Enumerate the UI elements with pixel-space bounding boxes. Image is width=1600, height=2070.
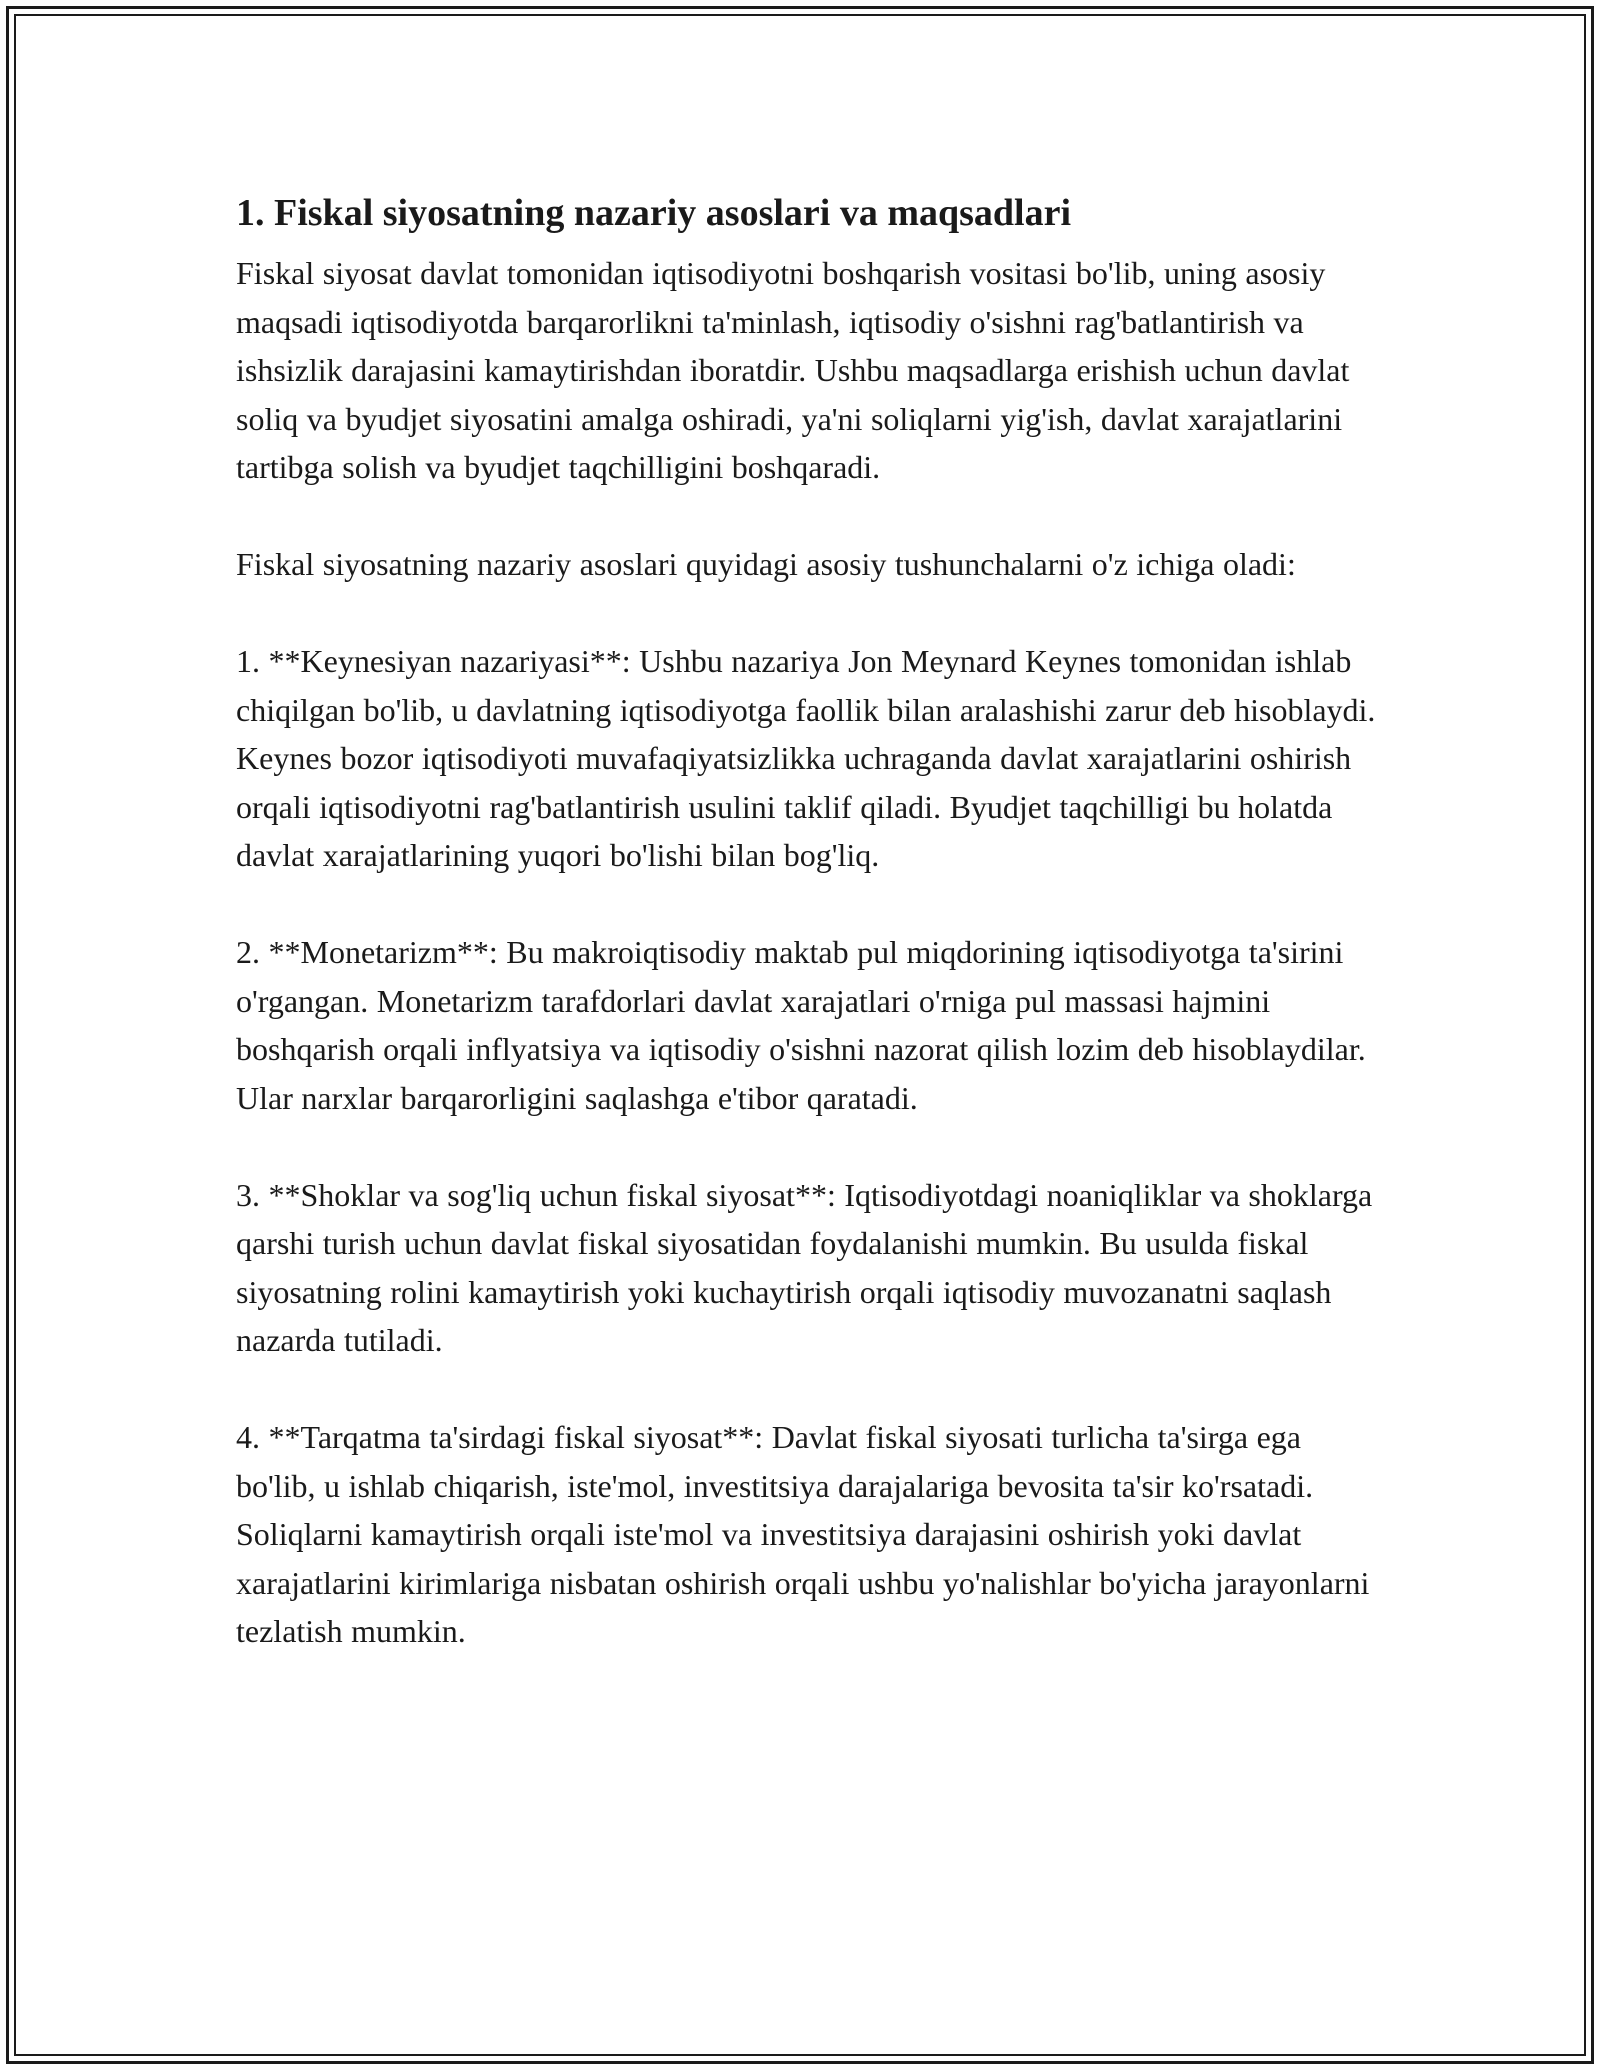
theory-intro-paragraph: Fiskal siyosatning nazariy asoslari quyidagi asosiy tushunchalarni o'z ichiga oladi: bbox=[236, 546, 1296, 582]
shocks-paragraph: 3. **Shoklar va sog'liq uchun fiskal siyosat**: Iqtisodiyotdagi noaniqliklar va shoklarga qarshi turish uchun davlat fiskal siyosatidan foydalanishi mumkin. Bu usulda fiskal siyosatning rolini kamaytirish yoki kuchaytirish orqali iqtisodiy muvozanatni saqlash nazarda tutiladi. bbox=[236, 1176, 1373, 1358]
document-body bbox=[236, 183, 1376, 1656]
keynesian-paragraph: 1. **Keynesiyan nazariyasi**: Ushbu nazariya Jon Meynard Keynes tomonidan ishlab chiqilgan bo'lib, u davlatning iqtisodiyotga faollik bilan aralashishi zarur deb hisoblaydi. Keynes bozor iqtisodiyoti muvafaqiyatsizlikka uchraganda davlat xarajatlarini oshirish orqali iqtisodiyotni rag'batlantirish usulini taklif qiladi. Byudjet taqchilligi bu holatda davlat xarajatlarining yuqori bo'lishi bilan bog'liq. bbox=[236, 643, 1376, 873]
monetarism-paragraph: 2. **Monetarizm**: Bu makroiqtisodiy maktab pul miqdorining iqtisodiyotga ta'sirini o'rgangan. Monetarizm tarafdorlari davlat xarajatlari o'rniga pul massasi hajmini boshqarish orqali inflyatsiya va iqtisodiy o'sishni nazorat qilish lozim deb hisoblaydilar. Ular narxlar barqarorligini saqlashga e'tibor qaratadi. bbox=[236, 934, 1366, 1116]
intro-paragraph: Fiskal siyosat davlat tomonidan iqtisodiyotni boshqarish vositasi bo'lib, uning asosiy maqsadi iqtisodiyotda barqarorlikni ta'minlash, iqtisodiy o'sishni rag'batlantirish va ishsizlik darajasini kamaytirishdan iboratdir. Ushbu maqsadlarga erishish uchun davlat soliq va byudjet siyosatini amalga oshiradi, ya'ni soliqlarni yig'ish, davlat xarajatlarini tartibga solish va byudjet taqchilligini boshqaradi. bbox=[236, 255, 1350, 485]
section-heading: 1. Fiskal siyosatning nazariy asoslari va maqsadlari bbox=[236, 192, 1072, 234]
distribution-paragraph: 4. **Tarqatma ta'sirdagi fiskal siyosat**: Davlat fiskal siyosati turlicha ta'sirga ega bo'lib, u ishlab chiqarish, iste'mol, investitsiya darajalariga bevosita ta'sir ko'rsatadi. Soliqlarni kamaytirish orqali iste'mol va investitsiya darajasini oshirish yoki davlat xarajatlarini kirimlariga nisbatan oshirish orqali ushbu yo'nalishlar bo'yicha jarayonlarni tezlatish mumkin. bbox=[236, 1419, 1370, 1649]
